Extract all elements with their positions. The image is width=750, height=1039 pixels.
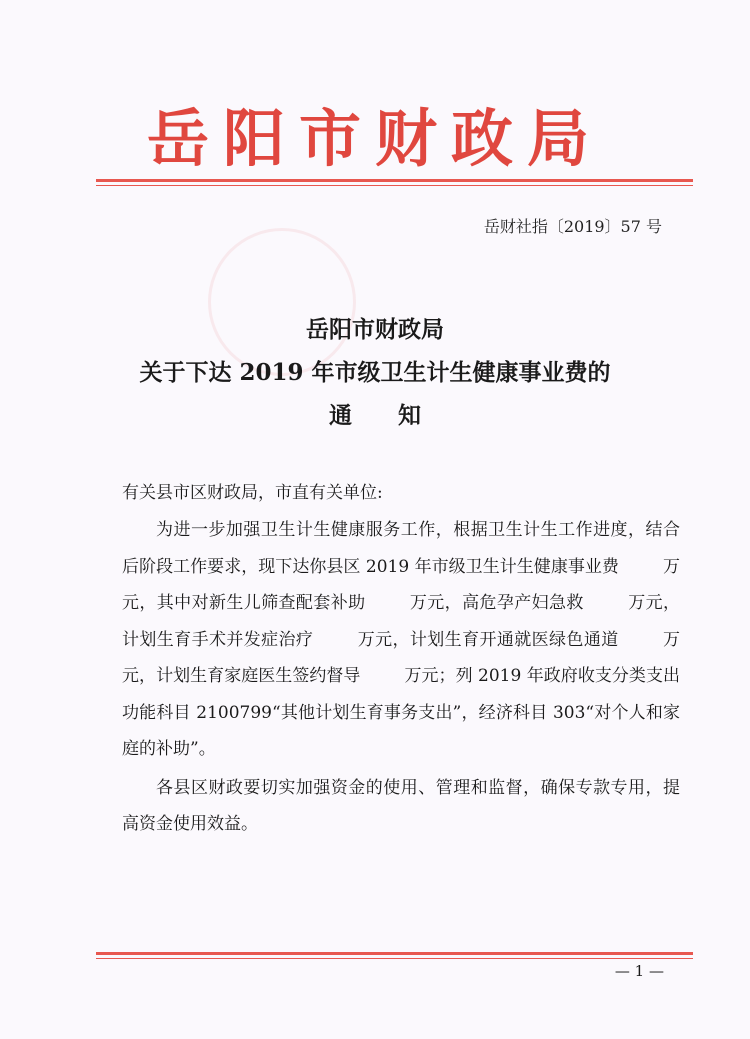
notice-title-line3: 通知 xyxy=(329,402,467,429)
body-text-segment: 万元；列 2019 年政府收支分类支出功能科目 2100799“其他计划生育事务支出”，经济科目 303“对个人和家庭的补助”。 xyxy=(122,666,681,759)
body-text-segment: 万元，其中对新生儿筛查配套补助 xyxy=(122,556,681,613)
issuer-title: 岳阳市财政局 xyxy=(146,102,603,175)
document-number: 岳财社指〔2019〕57 号 xyxy=(483,217,662,236)
footer-rule-thick xyxy=(96,952,693,955)
body-text-segment: 万元，计划生育手术并发症治疗 xyxy=(122,593,681,650)
body-text-segment: 万元，计划生育家庭医生签约督导 xyxy=(122,629,681,686)
addressee: 有关县市区财政局，市直有关单位: xyxy=(122,483,383,503)
body-paragraph-2: 各县区财政要切实加强资金的使用、管理和监督，确保专款专用，提高资金使用效益。 xyxy=(122,777,680,834)
page-number: — 1 — xyxy=(614,962,664,980)
notice-title-line2: 关于下达 2019 年市级卫生计生健康事业费的 xyxy=(139,359,611,386)
notice-title xyxy=(0,308,750,437)
body-text-segment: 万元，高危孕产妇急救 xyxy=(409,593,584,613)
body-text xyxy=(122,512,680,843)
header-rule-thick xyxy=(96,179,693,182)
notice-title-line1: 岳阳市财政局 xyxy=(306,316,444,343)
body-paragraph-1 xyxy=(122,512,680,768)
body-text-segment: 为进一步加强卫生计生健康服务工作，根据卫生计生工作进度，结合后阶段工作要求，现下达你县区 2019 年市级卫生计生健康事业费 xyxy=(122,520,680,577)
body-text-segment: 万元，计划生育开通就医绿色通道 xyxy=(357,629,619,650)
footer-rule-thin xyxy=(96,958,693,959)
header-rule-thin xyxy=(96,185,693,186)
